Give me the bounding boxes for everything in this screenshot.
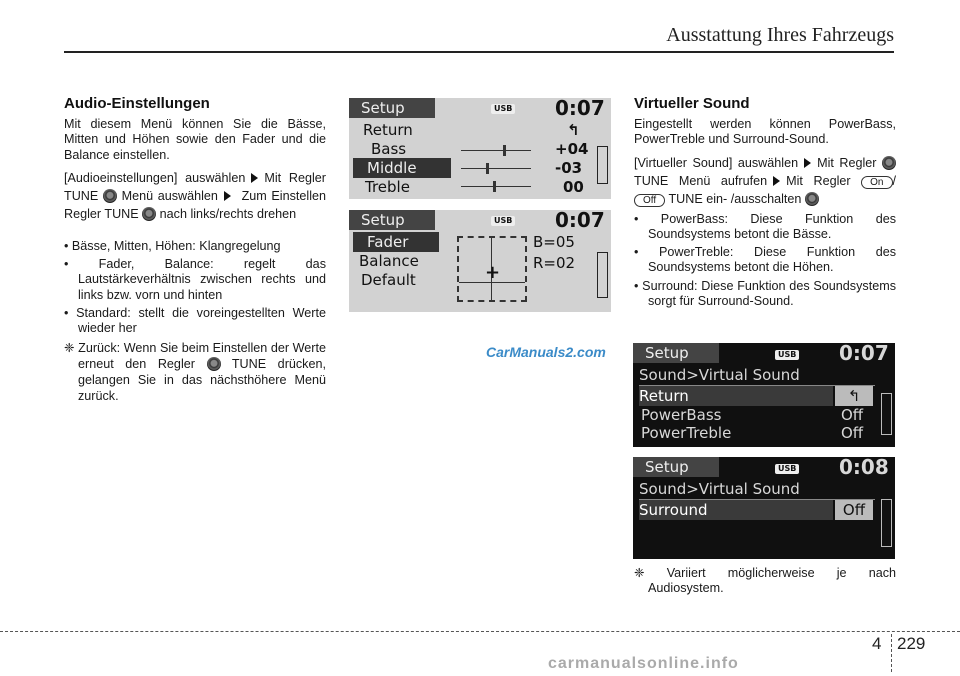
variant-note: ❈ Variiert möglicherweise je nach Audiosystem. — [634, 566, 896, 596]
clock: 0:07 — [839, 343, 889, 365]
watermark: CarManuals2.com — [486, 344, 606, 360]
lcd-screen-fader — [349, 210, 611, 312]
menu-path: Sound>Virtual Sound — [639, 365, 875, 386]
menu-item-selected: Surround — [639, 500, 833, 520]
footer-rule — [0, 631, 960, 632]
menu-item: Balance — [359, 252, 419, 270]
screen-title: Setup — [633, 457, 719, 477]
virtual-sound-heading: Virtueller Sound — [634, 95, 750, 112]
bullet-item: • PowerTreble: Diese Funktion des Soundsystems betont die Höhen. — [634, 245, 896, 275]
lcd-screen-surround — [633, 457, 895, 559]
position-marker-icon: + — [485, 262, 501, 283]
intro-text: Mit diesem Menü können Sie die Bässe, Mitten und Höhen sowie den Fader und die Balance einstellen. — [64, 117, 326, 162]
arrow-right-icon — [224, 191, 231, 201]
menu-item-selected: Return — [639, 386, 833, 406]
chapter-number: 4 — [872, 634, 882, 653]
intro-text: Eingestellt werden können PowerBass, PowerTreble und Surround-Sound. — [634, 117, 896, 147]
step-text: [Virtueller Sound] auswählen Mit Regler TUNE Menü aufrufen Mit Regler On /Off TUNE ein- /ausschalten — [634, 155, 896, 206]
bullet-item: • PowerBass: Diese Funktion des Soundsystems betont die Bässe. — [634, 211, 896, 241]
fader-grid — [457, 236, 527, 302]
lcd-screen-equalizer — [349, 98, 611, 199]
arrow-right-icon — [804, 158, 811, 168]
fader-value: B=05 — [533, 233, 575, 251]
scrollbar — [597, 252, 608, 298]
screen-title: Setup — [633, 343, 719, 363]
scrollbar — [881, 499, 892, 547]
scrollbar — [881, 393, 892, 435]
powertreble-value: Off — [841, 424, 864, 442]
right-column — [634, 117, 896, 309]
bass-slider — [461, 150, 531, 151]
lcd-screen-virtual-sound — [633, 343, 895, 447]
bullet-item: • Standard: stellt die voreingestellten Werte wieder her — [64, 306, 326, 336]
menu-item: Bass — [371, 140, 407, 158]
menu-item-selected: Fader — [353, 232, 439, 252]
usb-badge: USB — [775, 350, 799, 360]
audio-settings-heading: Audio-Einstellungen — [64, 95, 210, 112]
menu-item: Default — [361, 271, 416, 289]
page-number: 229 — [897, 634, 926, 653]
tune-knob-icon — [207, 357, 221, 371]
middle-value: -03 — [555, 159, 583, 177]
arrow-right-icon — [773, 176, 780, 186]
on-button-label: On — [861, 176, 892, 189]
powerbass-value: Off — [841, 406, 864, 424]
screen-title: Setup — [349, 210, 435, 230]
return-value: ↰ — [835, 386, 873, 406]
menu-item: Treble — [365, 178, 410, 196]
tune-knob-icon — [882, 156, 896, 170]
running-header: Ausstattung Ihres Fahrzeugs — [666, 24, 894, 46]
bass-value: +04 — [555, 140, 589, 158]
clock: 0:07 — [555, 210, 605, 232]
bullet-item: • Surround: Diese Funktion des Soundsystems sorgt für Surround-Sound. — [634, 278, 896, 309]
screen-title: Setup — [349, 98, 435, 118]
tune-knob-icon — [103, 189, 117, 203]
return-value: ↰ — [567, 121, 580, 139]
usb-badge: USB — [491, 104, 515, 114]
tune-knob-icon — [142, 207, 156, 221]
treble-slider — [461, 186, 531, 187]
menu-item: Return — [363, 121, 413, 139]
menu-item: PowerTreble — [641, 424, 732, 442]
left-column — [64, 117, 326, 404]
menu-item-selected: Middle — [353, 158, 451, 178]
clock: 0:07 — [555, 98, 605, 120]
treble-value: 00 — [563, 178, 584, 196]
scrollbar — [597, 146, 608, 184]
usb-badge: USB — [775, 464, 799, 474]
note-text: ❈ Zurück: Wenn Sie beim Einstellen der Werte erneut den Regler TUNE drücken, gelangen Sie in das nächsthöhere Menü zurück. — [64, 340, 326, 403]
bullet-item: • Bässe, Mitten, Höhen: Klangregelung — [64, 238, 281, 253]
tune-knob-icon — [805, 192, 819, 206]
balance-value: R=02 — [533, 254, 576, 272]
arrow-right-icon — [251, 173, 258, 183]
menu-path: Sound>Virtual Sound — [639, 479, 875, 500]
site-watermark: carmanualsonline.info — [548, 655, 739, 672]
middle-slider — [461, 168, 531, 169]
step-text: [Audioeinstellungen] auswählen Mit Regler TUNE Menü auswählen Zum Einstellen Regler TUNE nach links/rechts drehen — [64, 170, 327, 221]
off-button-label: Off — [634, 194, 665, 207]
usb-badge: USB — [491, 216, 515, 226]
header-rule — [64, 51, 894, 53]
menu-item: PowerBass — [641, 406, 722, 424]
surround-value: Off — [835, 500, 873, 520]
bullet-item: • Fader, Balance: regelt das Lautstärkeverhältnis zwischen rechts und links bzw. vorn und hinten — [64, 257, 326, 302]
clock: 0:08 — [839, 457, 889, 479]
